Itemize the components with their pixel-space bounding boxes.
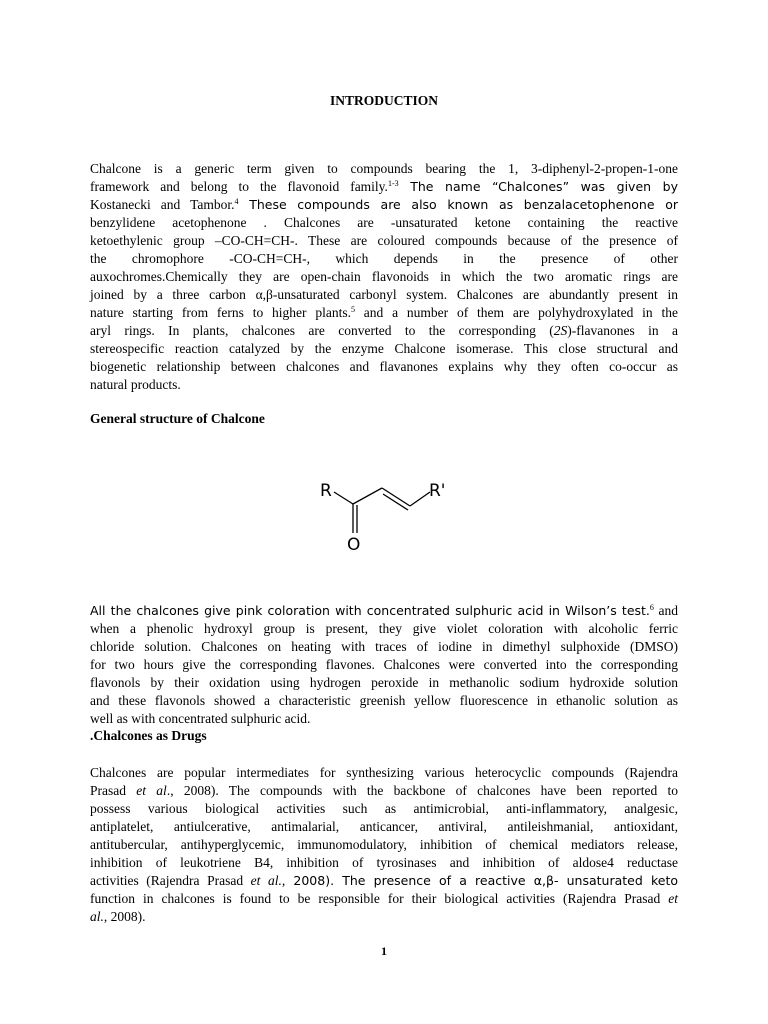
intro-paragraph [90,160,678,394]
text-line: ketoethylenic group –CO-CH=CH-. These are coloured compounds because of the presence of [90,233,678,248]
text-line: antiplatelet, antiulcerative, antimalarial, anticancer, antiviral, antileishmanial, antioxidant, [90,819,678,834]
text-line: benzylidene acetophenone . Chalcones are -unsaturated ketone containing the reactive [90,215,678,230]
text-line: All the chalcones give pink coloration with concentrated sulphuric acid in Wilson’s test.$^6$ and [90,603,678,618]
text-line: aryl rings. In plants, chalcones are converted to the corresponding (2S)-flavanones in a [90,323,679,338]
text-line: al., 2008). [90,909,146,924]
r-left-label: R [320,481,332,501]
text-line: for two hours give the corresponding flavones. Chalcones were converted into the corresponding [90,657,678,672]
page-number: 1 [381,944,387,958]
text-line: the chromophore -CO-CH=CH-, which depends in the presence of other [90,251,678,266]
text-line: function in chalcones is found to be responsible for their biological activities (Rajendra Prasad et [90,891,678,906]
text-line: possess various biological activities such as antimicrobial, anti-inflammatory, analgesic, [90,801,678,816]
drugs-heading: .Chalcones as Drugs [90,728,207,743]
bond-r-carbonyl [334,492,353,504]
text-line: joined by a three carbon α,β-unsaturated carbonyl system. Chalcones are abundantly present in [90,287,678,302]
text-line: chloride solution. Chalcones on heating with traces of iodine in dimethyl sulphoxide (DMSO) [90,639,678,654]
bond-alpha [353,488,382,504]
oxygen-label: O [347,535,361,555]
text-line: flavonols by their oxidation using hydrogen peroxide in methanolic sodium hydroxide solution [90,675,678,690]
text-line: Chalcones are popular intermediates for synthesizing various heterocyclic compounds (Rajendra [90,765,678,780]
bond-beta-r [410,492,430,506]
drugs-paragraph [90,764,678,926]
text-line: natural products. [90,377,181,392]
text-line: when a phenolic hydroxyl group is present, they give violet coloration with alcoholic ferric [90,621,678,636]
text-line: Chalcone is a generic term given to compounds bearing the 1, 3-diphenyl-2-propen-1-one [90,161,678,176]
text-line: auxochromes.Chemically they are open-chain flavonoids in which the two aromatic rings are [90,269,678,284]
text-line: antitubercular, antihyperglycemic, immunomodulatory, inhibition of chemical mediators release, [90,837,678,852]
text-line: activities (Rajendra Prasad et al., 2008). The presence of a reactive α,β- unsaturated keto [90,873,678,888]
text-line: stereospecific reaction catalyzed by the enzyme Chalcone isomerase. This close structural and [90,341,678,356]
tests-paragraph [90,602,678,728]
bond-alkene [382,488,410,506]
text-line: framework and belong to the flavonoid family.$^{1-3}$ The name “Chalcones” was given by [90,179,678,194]
text-line: inhibition of leukotriene B4, inhibition of tyrosinases and inhibition of aldose4 reductase [90,855,678,870]
text-line: biogenetic relationship between chalcones and flavanones explains why they often co-occur as [90,359,678,374]
text-line: well as with concentrated sulphuric acid. [90,711,311,726]
general-structure-heading: General structure of Chalcone [90,411,265,426]
text-line: and these flavonols showed a characteristic greenish yellow fluorescence in ethanolic solution as [90,693,678,708]
text-line: nature starting from ferns to higher plants.$^5$ and a number of them are polyhydroxylated in the [90,305,678,320]
r-right-label: R' [429,481,446,501]
chalcone-structure-diagram [310,472,450,562]
text-line: Prasad et al., 2008). The compounds with the backbone of chalcones have been reported to [90,783,678,798]
text-line: Kostanecki and Tambor.$^4$ These compounds are also known as benzalacetophenone or [90,197,678,212]
page-title: INTRODUCTION [329,93,438,108]
